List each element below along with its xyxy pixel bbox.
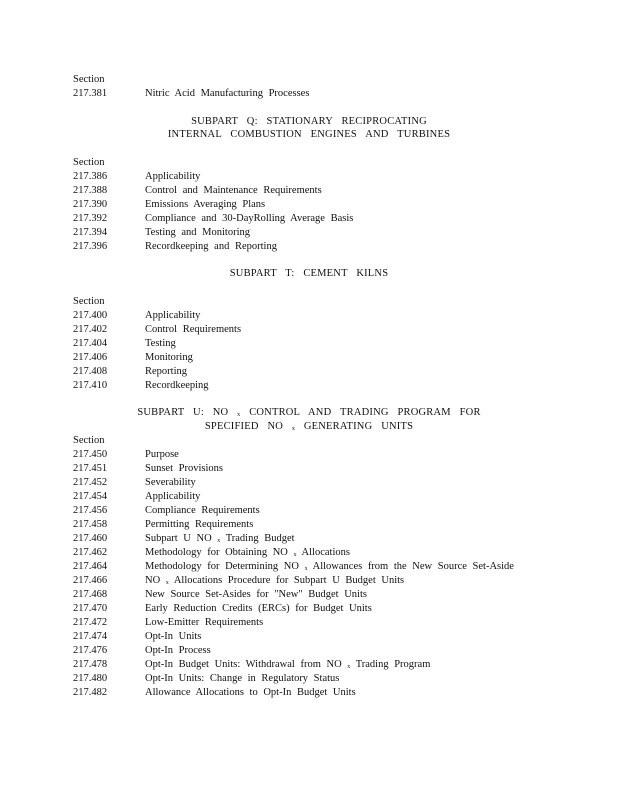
- toc-row: [0, 351, 618, 365]
- section-number: 217.408: [73, 366, 108, 377]
- section-number: 217.466: [73, 575, 108, 586]
- section-title: Compliance Requirements: [145, 505, 260, 516]
- section-number: 217.452: [73, 477, 108, 488]
- toc-row: [0, 365, 618, 379]
- toc-row: [0, 87, 618, 101]
- section-title: New Source Set-Asides for "New" Budget Units: [145, 589, 367, 600]
- section-number: 217.402: [73, 324, 108, 335]
- section-title: Reporting: [145, 366, 187, 377]
- section-number: 217.480: [73, 673, 108, 684]
- section-number: 217.410: [73, 380, 108, 391]
- section-title: Testing and Monitoring: [145, 227, 251, 238]
- section-title: Opt-In Budget Units: Withdrawal from NO $_x$ Trading Program: [145, 659, 431, 670]
- section-number: 217.406: [73, 352, 108, 363]
- section-title: Testing: [145, 338, 176, 349]
- section-title: Allowance Allocations to Opt-In Budget Units: [145, 687, 356, 698]
- section-title: Low-Emitter Requirements: [145, 617, 264, 628]
- section-title: Opt-In Process: [145, 645, 211, 656]
- section-title: Methodology for Obtaining NO $_x$ Allocations: [145, 547, 350, 558]
- section-number: 217.388: [73, 185, 108, 196]
- section-number: 217.476: [73, 645, 108, 656]
- subpart-heading: INTERNAL COMBUSTION ENGINES AND TURBINES: [167, 129, 451, 140]
- section-label: Section: [73, 435, 105, 446]
- section-number: 217.468: [73, 589, 108, 600]
- subpart-heading: SUBPART Q: STATIONARY RECIPROCATING: [191, 116, 427, 127]
- toc-row: [0, 518, 618, 532]
- section-title: Permitting Requirements: [145, 519, 254, 530]
- section-number: 217.470: [73, 603, 108, 614]
- section-title: Early Reduction Credits (ERCs) for Budget Units: [145, 603, 372, 614]
- section-number: 217.460: [73, 533, 108, 544]
- section-number: 217.394: [73, 227, 108, 238]
- section-title: Applicability: [145, 171, 201, 182]
- section-number: 217.392: [73, 213, 108, 224]
- section-number: 217.396: [73, 241, 108, 252]
- toc-row: [0, 588, 618, 602]
- section-number: 217.456: [73, 505, 108, 516]
- toc-row: [0, 630, 618, 644]
- section-number: 217.386: [73, 171, 108, 182]
- section-title: Compliance and 30-DayRolling Average Basis: [145, 213, 354, 224]
- toc-row: [0, 476, 618, 490]
- toc-row: [0, 602, 618, 616]
- toc-row: [0, 240, 618, 254]
- section-number: 217.472: [73, 617, 108, 628]
- subpart-heading: SUBPART U: NO $_x$ CONTROL AND TRADING PROGRAM FOR: [137, 407, 481, 418]
- toc-row: [0, 323, 618, 337]
- section-title: Opt-In Units: Change in Regulatory Status: [145, 673, 340, 684]
- section-title: Nitric Acid Manufacturing Processes: [145, 88, 310, 99]
- toc-row: [0, 448, 618, 462]
- toc-row: [0, 379, 618, 393]
- toc-row: [0, 226, 618, 240]
- subpart-heading: SPECIFIED NO $_x$ GENERATING UNITS: [204, 421, 414, 432]
- toc-row: [0, 198, 618, 212]
- section-title: Monitoring: [145, 352, 193, 363]
- toc-row: [0, 616, 618, 630]
- toc-row: [0, 212, 618, 226]
- section-title: Applicability: [145, 310, 201, 321]
- section-title: Emissions Averaging Plans: [145, 199, 266, 210]
- section-title: Purpose: [145, 449, 179, 460]
- section-number: 217.482: [73, 687, 108, 698]
- section-title: Subpart U NO $_x$ Trading Budget: [145, 533, 295, 544]
- section-label: Section: [73, 74, 105, 85]
- section-number: 217.462: [73, 547, 108, 558]
- section-number: 217.464: [73, 561, 108, 572]
- section-number: 217.451: [73, 463, 108, 474]
- section-number: 217.478: [73, 659, 108, 670]
- section-number: 217.381: [73, 88, 108, 99]
- section-title: Recordkeeping: [145, 380, 209, 391]
- section-title: Recordkeeping and Reporting: [145, 241, 277, 252]
- section-title: Control and Maintenance Requirements: [145, 185, 322, 196]
- toc-row: [0, 490, 618, 504]
- section-title: Control Requirements: [145, 324, 242, 335]
- section-title: Severability: [145, 477, 196, 488]
- toc-row: [0, 560, 618, 574]
- toc-row: [0, 532, 618, 546]
- toc-row: [0, 574, 618, 588]
- section-number: 217.400: [73, 310, 108, 321]
- section-number: 217.454: [73, 491, 108, 502]
- toc-row: [0, 184, 618, 198]
- section-number: 217.458: [73, 519, 108, 530]
- toc-row: [0, 170, 618, 184]
- toc-row: [0, 504, 618, 518]
- section-label: Section: [73, 296, 105, 307]
- toc-row: [0, 462, 618, 476]
- section-number: 217.474: [73, 631, 108, 642]
- section-number: 217.404: [73, 338, 108, 349]
- section-title: Opt-In Units: [145, 631, 202, 642]
- section-title: Methodology for Determining NO $_x$ Allowances from the New Source Set-Aside: [145, 561, 514, 572]
- section-number: 217.390: [73, 199, 108, 210]
- toc-row: [0, 337, 618, 351]
- section-title: NO $_x$ Allocations Procedure for Subpart U Budget Units: [145, 575, 405, 586]
- toc-row: [0, 309, 618, 323]
- toc-row: [0, 644, 618, 658]
- toc-row: [0, 686, 618, 700]
- toc-row: [0, 672, 618, 686]
- section-title: Applicability: [145, 491, 201, 502]
- section-title: Sunset Provisions: [145, 463, 223, 474]
- section-label: Section: [73, 157, 105, 168]
- section-number: 217.450: [73, 449, 108, 460]
- toc-row: [0, 546, 618, 560]
- toc-row: [0, 658, 618, 672]
- subpart-heading: SUBPART T: CEMENT KILNS: [229, 268, 389, 279]
